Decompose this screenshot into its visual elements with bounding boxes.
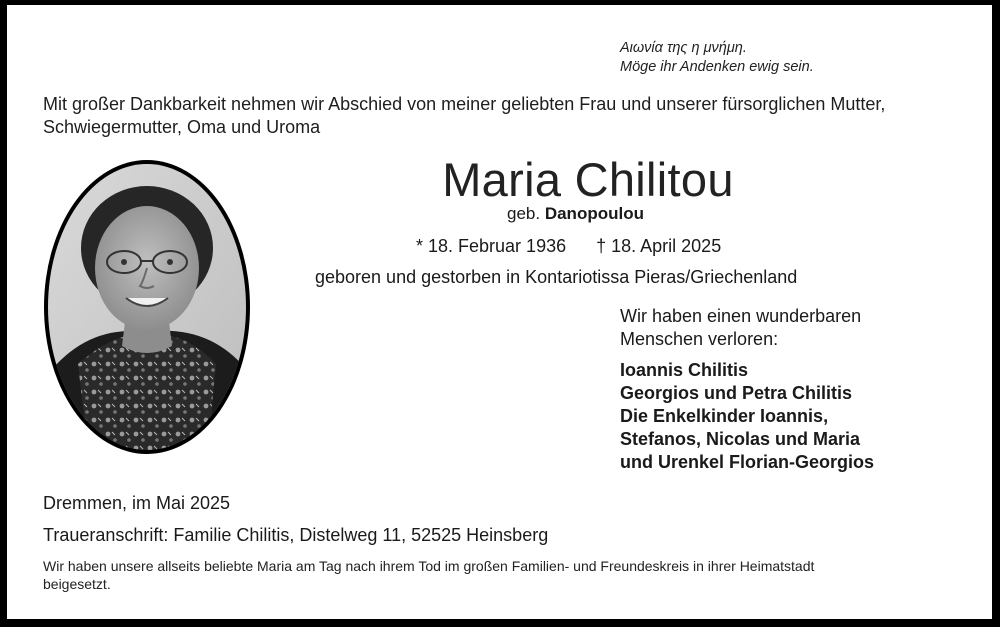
burial-note-line-2: beigesetzt.: [43, 576, 111, 592]
birth-death-place: geboren und gestorben in Kontariotissa Pieras/Griechenland: [315, 267, 798, 287]
maiden-name: Danopoulou: [544, 204, 644, 223]
loss-line-1: Wir haben einen wunderbaren: [620, 306, 862, 326]
intro-line-2: Schwiegermutter, Oma und Uroma: [43, 117, 321, 137]
mourner-line: Georgios und Petra Chilitis: [620, 383, 853, 403]
motto-greek: Αιωνία της η μνήμη.: [620, 40, 747, 56]
maiden-name-line: [507, 203, 644, 225]
condolence-address: Traueranschrift: Familie Chilitis, Distelweg 11, 52525 Heinsberg: [43, 525, 549, 545]
mourner-line: Stefanos, Nicolas und Maria: [620, 429, 861, 449]
life-dates: [416, 235, 721, 258]
mourner-line: Ioannis Chilitis: [620, 360, 749, 380]
motto-german: Möge ihr Andenken ewig sein.: [620, 59, 814, 75]
mourner-line: und Urenkel Florian-Georgios: [620, 452, 875, 472]
memorial-motto: [620, 39, 814, 77]
burial-note: [43, 557, 814, 593]
intro-text: [43, 93, 885, 139]
loss-statement: [620, 305, 861, 351]
intro-line-1: Mit großer Dankbarkeit nehmen wir Abschied von meiner geliebten Frau und unserer fürsorglichen Mutter,: [43, 94, 886, 114]
mourners-list: [620, 359, 874, 474]
birth-date: * 18. Februar 1936: [416, 236, 567, 256]
loss-line-2: Menschen verloren:: [620, 329, 779, 349]
geb-prefix: geb.: [507, 204, 541, 223]
deceased-name: Maria Chilitou: [442, 153, 734, 206]
burial-note-line-1: Wir haben unsere allseits beliebte Maria am Tag nach ihrem Tod im großen Familien- und Freundeskreis in ihrer Heimatstadt: [43, 558, 815, 574]
place-and-date: Dremmen, im Mai 2025: [43, 493, 231, 513]
mourner-line: Die Enkelkinder Ioannis,: [620, 406, 829, 426]
death-date: † 18. April 2025: [596, 236, 722, 256]
